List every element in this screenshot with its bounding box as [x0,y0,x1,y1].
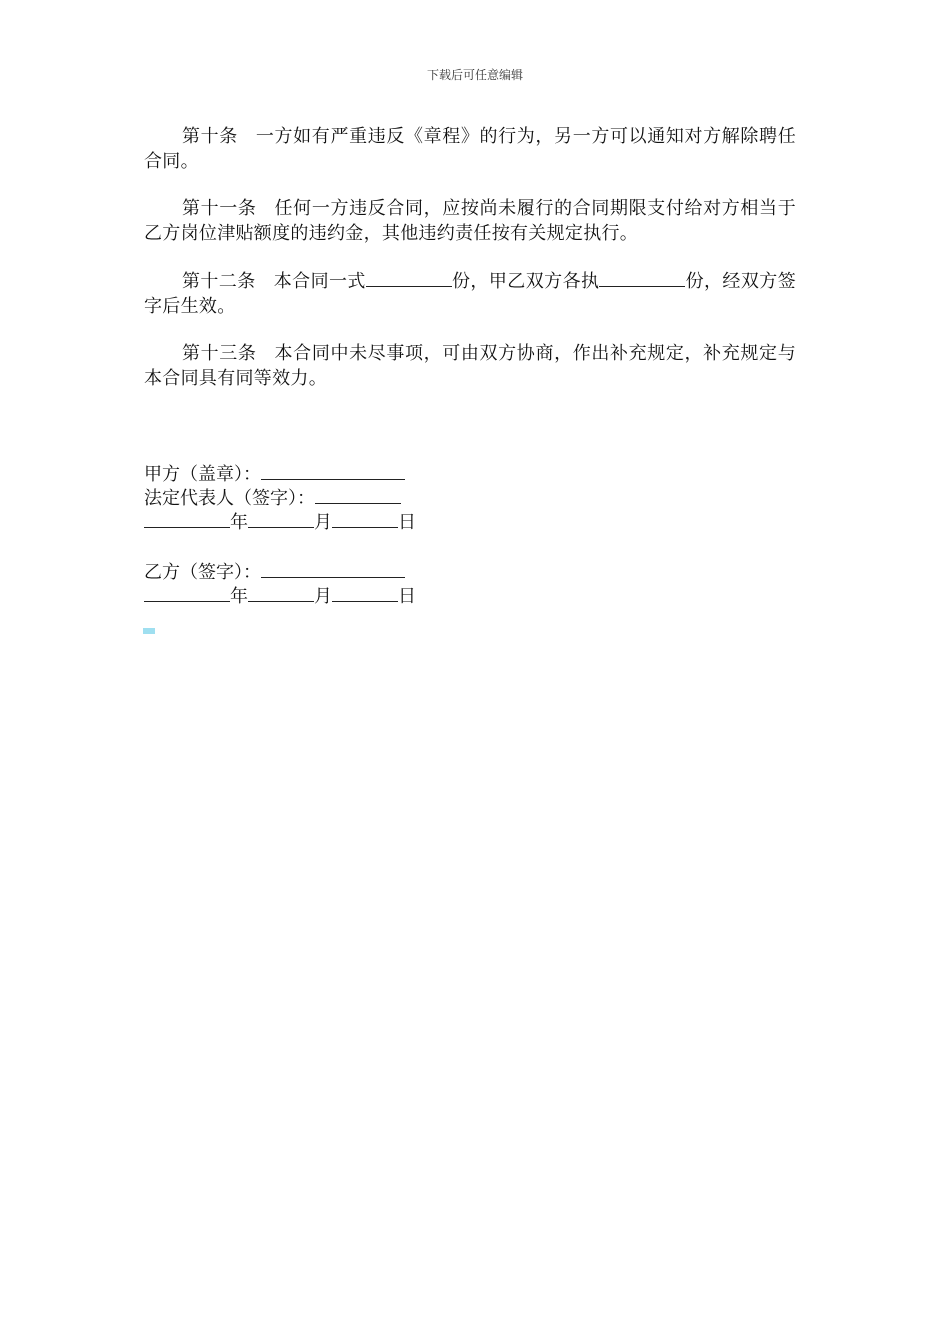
month-blank[interactable] [248,509,314,528]
copies-total-blank[interactable] [366,268,452,287]
party-a-signature-block [144,461,416,533]
year-label: 年 [230,512,248,533]
party-a-date-line [144,509,416,533]
header-note: 下载后可任意编辑 [426,68,523,82]
article-text: 一方如有严重违反《章程》的行为，另一方可以通知对方解除聘任合同。 [144,126,796,172]
article-number: 第十三条 [182,343,257,364]
article-13 [144,341,796,391]
party-b-date-line [144,583,416,607]
article-10 [144,124,796,174]
article-text-b: 份，甲乙双方各执 [451,271,600,292]
party-a-label: 甲方（盖章）： [144,464,261,485]
party-b-signature-block [144,559,416,607]
day-blank[interactable] [332,583,398,602]
legal-rep-label: 法定代表人（签字）： [144,488,315,509]
party-b-label: 乙方（签字）： [144,562,261,583]
article-11 [144,196,796,246]
article-text: 任何一方违反合同，应按尚未履行的合同期限支付给对方相当于乙方岗位津贴额度的违约金，其他违约责任按有关规定执行。 [144,198,796,244]
legal-rep-sign-blank[interactable] [315,485,401,504]
article-number: 第十一条 [182,198,257,219]
article-text-a: 本合同一式 [273,271,366,292]
party-a-line [144,461,416,485]
article-number: 第十条 [182,126,238,147]
cursor-marker [143,628,155,634]
month-label: 月 [314,512,332,533]
day-blank[interactable] [332,509,398,528]
article-12 [144,268,796,319]
year-blank[interactable] [144,509,230,528]
party-b-sign-blank[interactable] [261,559,405,578]
party-b-line [144,559,416,583]
year-label: 年 [230,586,248,607]
article-number: 第十二条 [182,271,256,292]
article-text: 本合同中未尽事项，可由双方协商，作出补充规定，补充规定与本合同具有同等效力。 [144,343,796,389]
copies-each-blank[interactable] [599,268,685,287]
month-blank[interactable] [248,583,314,602]
legal-rep-line [144,485,416,509]
party-a-seal-blank[interactable] [261,461,405,480]
day-label: 日 [398,512,416,533]
article-text-c: 份，经双方签字后生效。 [144,271,797,317]
contract-articles [144,124,796,413]
year-blank[interactable] [144,583,230,602]
day-label: 日 [398,586,416,607]
month-label: 月 [314,586,332,607]
